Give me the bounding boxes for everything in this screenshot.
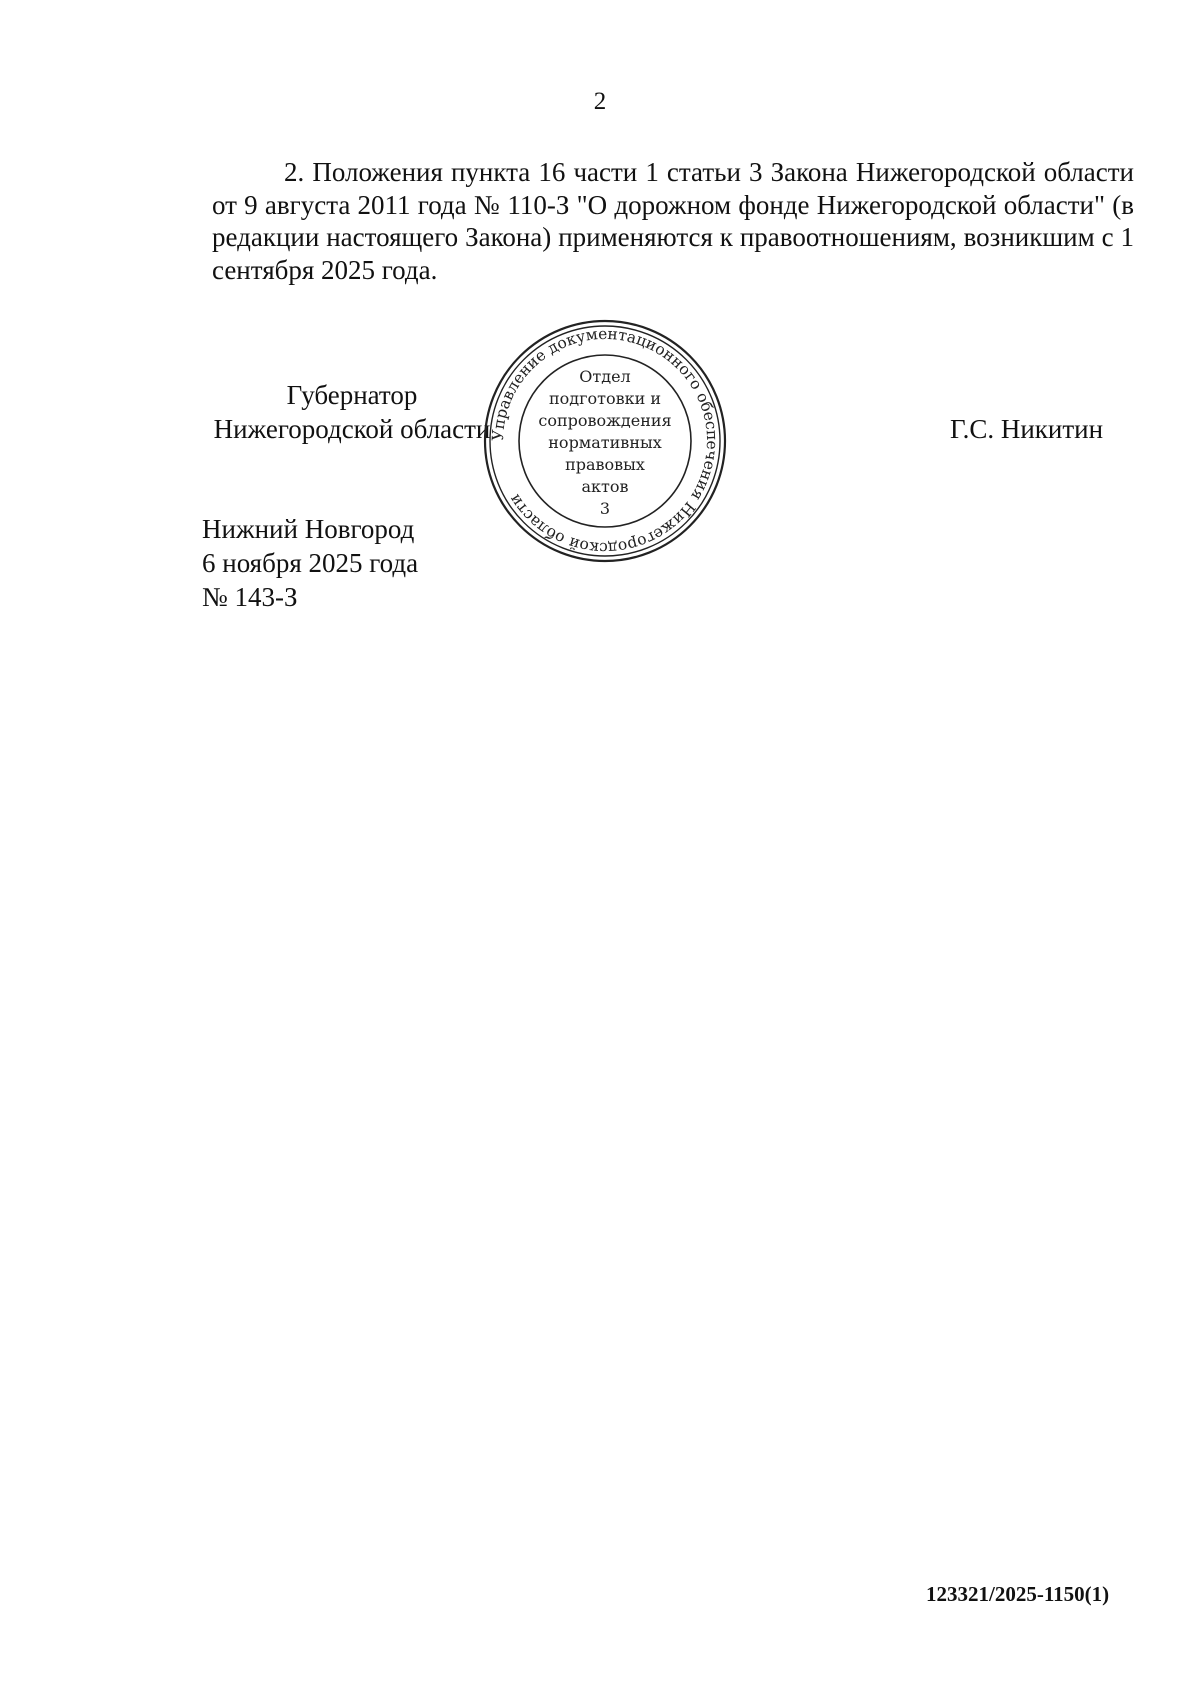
signatory-name: Г.С. Никитин bbox=[950, 414, 1104, 444]
stamp-inner-line-4: нормативных bbox=[548, 433, 662, 452]
stamp-outer-text-path: Управление документационного обеспечения Нижегородской области bbox=[488, 324, 722, 558]
place-date-number bbox=[202, 512, 418, 614]
official-stamp bbox=[480, 316, 730, 566]
law-number: № 143-З bbox=[202, 582, 298, 612]
stamp-inner-line-7: 3 bbox=[599, 499, 611, 518]
place-city: Нижний Новгород bbox=[202, 514, 415, 544]
stamp-inner-line-3: сопровождения bbox=[538, 411, 672, 430]
page-number: 2 bbox=[593, 88, 607, 115]
document-id: 123321/2025-1150(1) bbox=[926, 1582, 1110, 1606]
signature-title-line1: Губернатор bbox=[286, 380, 418, 410]
stamp-inner-line-2: подготовки и bbox=[548, 389, 662, 408]
signature-title-line2: Нижегородской области bbox=[213, 414, 491, 444]
law-paragraph: 2. Положения пункта 16 части 1 статьи 3 Закона Нижегородской области от 9 августа 2011 года № 110-З "О дорожном фонде Нижегородской области" (в редакции настоящего Закона) применяются к правоотношениям, возникшим с 1 сентября 2025 года. bbox=[212, 157, 1134, 285]
stamp-inner-line-5: правовых bbox=[565, 455, 645, 474]
stamp-inner-line-6: актов bbox=[581, 477, 629, 496]
signature-title bbox=[202, 378, 502, 446]
stamp-inner-line-1: Отдел bbox=[579, 367, 631, 386]
place-date: 6 ноября 2025 года bbox=[202, 548, 419, 578]
